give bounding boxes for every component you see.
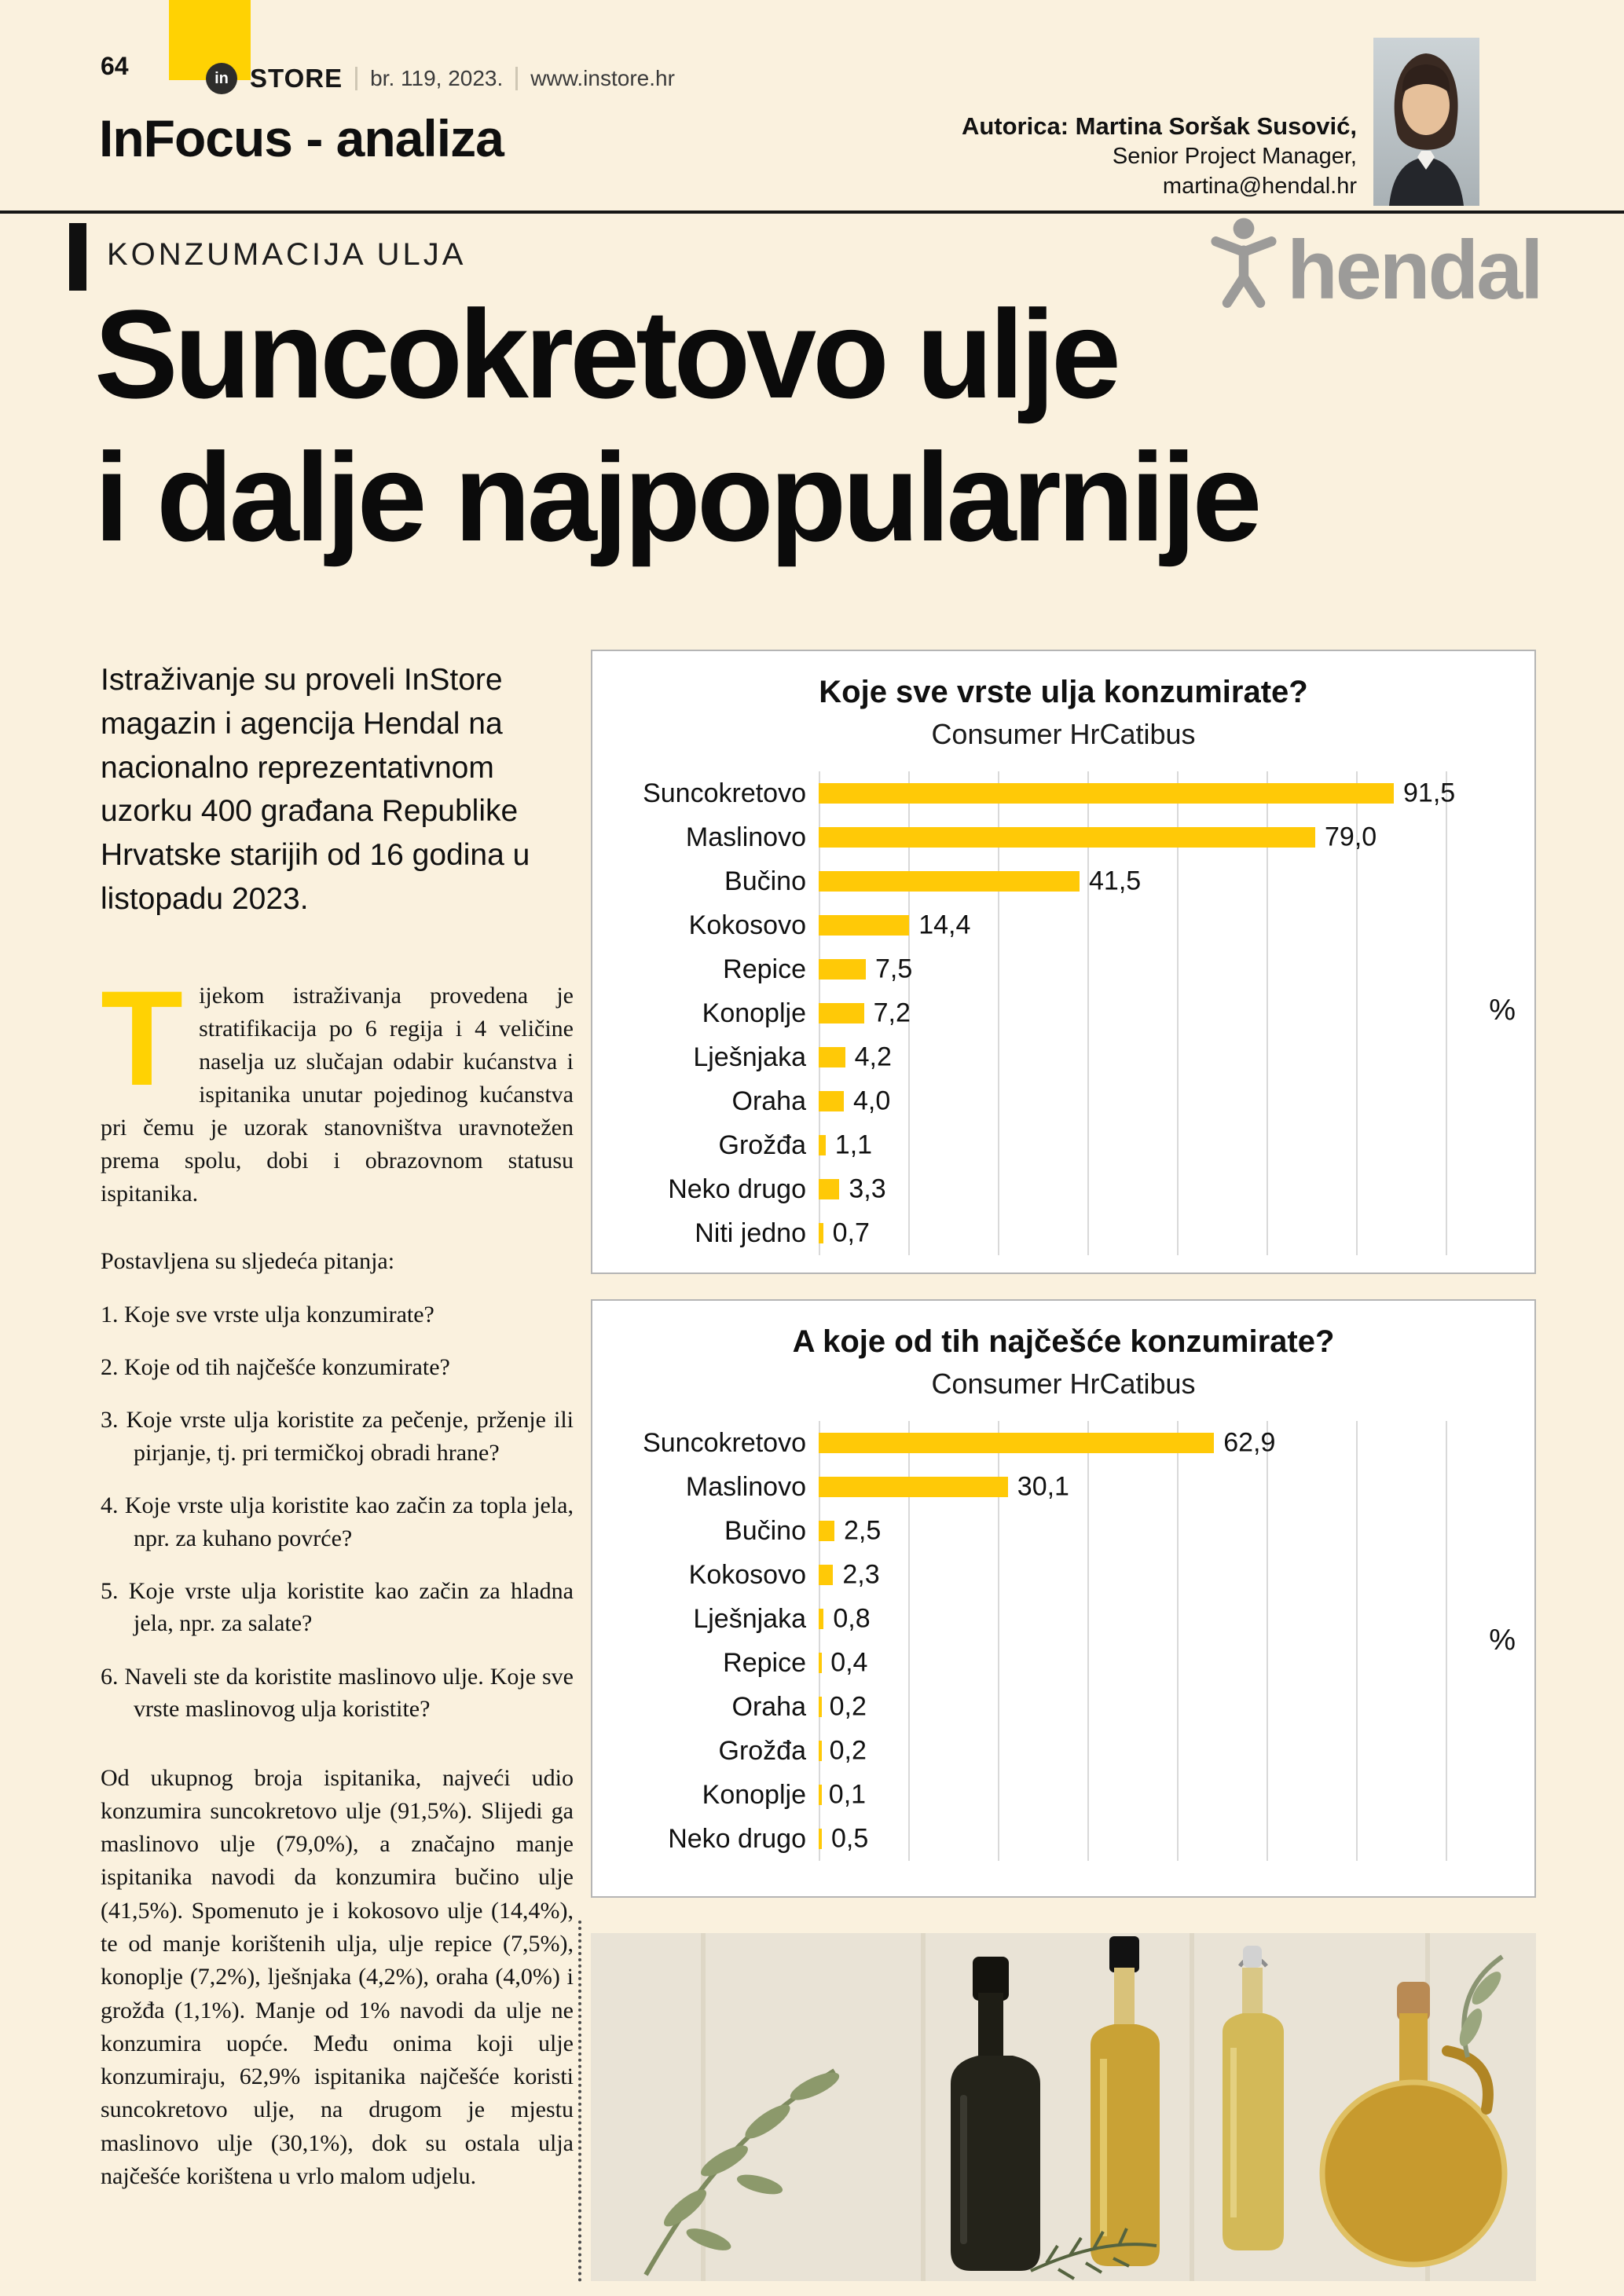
chart-value-label: 0,2	[829, 1735, 867, 1766]
article-intro: Istraživanje su proveli InStore magazin i agencija Hendal na nacionalno reprezentativnom uzorku 400 građana Republike Hrvatske starijih od 16 godina u listopadu 2023.	[101, 663, 530, 916]
chart-bar-track	[819, 1123, 1447, 1167]
chart-bar	[819, 1135, 826, 1155]
chart-value-label: 91,5	[1403, 778, 1456, 808]
chart-unit-label: %	[1489, 1623, 1516, 1657]
chart-category-label: Maslinovo	[685, 1471, 806, 1502]
chart-bar	[819, 1785, 822, 1805]
chart-category-label: Suncokretovo	[643, 1427, 806, 1458]
chart-bar-track	[819, 1465, 1447, 1509]
chart-row	[592, 1421, 1534, 1465]
chart-bar	[819, 1829, 822, 1849]
chart-bar-track	[819, 1817, 1447, 1861]
page-number: 64	[101, 52, 129, 80]
chart-bar	[819, 1653, 822, 1673]
chart-category-label: Suncokretovo	[643, 778, 806, 808]
chart-category-label: Oraha	[731, 1086, 806, 1116]
chart-subtitle: Consumer HrCatibus	[931, 1368, 1196, 1400]
question-item: 4. Koje vrste ulja koristite kao začin za topla jela, npr. za kuhano povrće?	[101, 1492, 574, 1551]
chart-category-label: Lješnjaka	[693, 1603, 806, 1634]
author-photo	[1373, 38, 1479, 206]
chart-value-label: 2,3	[842, 1559, 880, 1590]
headline-line-1: Suncokretovo ulje	[94, 284, 1117, 424]
chart-row	[592, 771, 1534, 815]
chart-category-label: Bučino	[724, 866, 806, 896]
chart-value-label: 0,1	[828, 1779, 867, 1810]
chart-row	[592, 1553, 1534, 1597]
chart-row	[592, 1685, 1534, 1729]
kicker-accent-bar	[69, 223, 86, 291]
author-email-link[interactable]: martina@hendal.hr	[1162, 174, 1357, 199]
chart-bar-track	[819, 1079, 1447, 1123]
chart-bar-track	[819, 771, 1456, 815]
questions-list	[101, 1298, 574, 1726]
chart-bar-track	[819, 1167, 1447, 1211]
chart-bar	[819, 1179, 839, 1199]
instore-logo-in: in	[214, 69, 229, 87]
chart-bar	[819, 1609, 823, 1629]
chart-bar	[819, 1565, 833, 1585]
oil-bottles-photo	[591, 1933, 1536, 2281]
chart-row	[592, 815, 1534, 859]
question-item: 1. Koje sve vrste ulja konzumirate?	[101, 1301, 434, 1327]
chart-bar-track	[819, 1685, 1447, 1729]
chart-value-label: 0,5	[831, 1823, 869, 1854]
question-item: 6. Naveli ste da koristite maslinovo ulje. Koje sve vrste maslinovog ulja koristite?	[101, 1663, 574, 1723]
chart-value-label: 30,1	[1017, 1471, 1069, 1502]
chart-bar	[819, 1433, 1214, 1453]
chart-value-label: 2,5	[844, 1515, 882, 1546]
chart-bar-track	[819, 859, 1447, 903]
chart-value-label: 7,5	[875, 954, 913, 984]
chart-bar-track	[819, 1509, 1447, 1553]
chart-bar	[819, 827, 1315, 848]
chart-bar	[819, 1003, 864, 1023]
chart-category-label: Konoplje	[702, 1779, 806, 1810]
chart-bar	[819, 1223, 823, 1243]
chart-value-label: 7,2	[873, 998, 911, 1028]
chart-rows	[592, 1421, 1534, 1861]
chart-value-label: 79,0	[1325, 822, 1377, 852]
magazine-brand-row	[206, 63, 675, 94]
chart-bar	[819, 915, 909, 936]
chart-row	[592, 1641, 1534, 1685]
chart-row	[592, 1817, 1534, 1861]
header-divider	[355, 67, 357, 90]
chart-value-label: 0,8	[833, 1603, 871, 1634]
chart-row	[592, 991, 1534, 1035]
header-rule	[0, 211, 1624, 214]
chart-category-label: Neko drugo	[668, 1174, 806, 1204]
kicker: KONZUMACIJA ULJA	[107, 237, 467, 272]
chart-bar-track	[819, 947, 1447, 991]
chart-value-label: 3,3	[849, 1174, 886, 1204]
chart-bar-track	[819, 1597, 1447, 1641]
author-name: Autorica: Martina Soršak Susović,	[961, 112, 1357, 140]
author-role: Senior Project Manager,	[1112, 144, 1357, 169]
chart-value-label: 0,2	[829, 1691, 867, 1722]
chart-category-label: Lješnjaka	[693, 1042, 806, 1072]
chart-category-label: Maslinovo	[685, 822, 806, 852]
chart-bar	[819, 1091, 844, 1111]
chart-bar-track	[819, 1035, 1447, 1079]
chart-bar	[819, 959, 866, 980]
chart-bar-track	[819, 815, 1447, 859]
hendal-logo-text: hendal	[1287, 224, 1542, 317]
chart-row	[592, 1729, 1534, 1773]
chart-bar	[819, 1047, 845, 1067]
chart-category-label: Oraha	[731, 1691, 806, 1722]
chart-category-label: Grožđa	[718, 1735, 806, 1766]
chart-bar	[819, 871, 1080, 892]
chart-subtitle: Consumer HrCatibus	[931, 718, 1196, 750]
chart-category-label: Niti jedno	[695, 1218, 806, 1248]
chart-bar	[819, 1477, 1008, 1497]
chart-bar	[819, 1741, 822, 1761]
chart-row	[592, 947, 1534, 991]
chart-value-label: 0,4	[830, 1647, 868, 1678]
author-block	[962, 112, 1357, 201]
chart-bar-track	[819, 1421, 1447, 1465]
question-item: 5. Koje vrste ulja koristite kao začin za hladna jela, npr. za salate?	[101, 1577, 574, 1637]
chart-row	[592, 1465, 1534, 1509]
chart-category-label: Konoplje	[702, 998, 806, 1028]
drop-cap: T	[101, 962, 184, 1114]
chart-most-often-consumed	[591, 1299, 1536, 1898]
chart-value-label: 4,0	[853, 1086, 891, 1116]
chart-bar-track	[819, 1773, 1447, 1817]
section-title: InFocus - analiza	[99, 109, 504, 167]
article-paragraph-methodology	[101, 962, 574, 1210]
chart-row	[592, 903, 1534, 947]
article-body-column	[101, 658, 574, 2193]
chart-value-label: 41,5	[1089, 866, 1142, 896]
chart-value-label: 0,7	[832, 1218, 870, 1248]
chart-bar	[819, 1697, 822, 1717]
chart-category-label: Repice	[723, 1647, 806, 1678]
questions-lead: Postavljena su sljedeća pitanja:	[101, 1247, 395, 1274]
chart-row	[592, 1167, 1534, 1211]
chart-category-label: Bučino	[724, 1515, 806, 1546]
chart-value-label: 4,2	[854, 1042, 892, 1072]
paragraph-text: ijekom istraživanja provedena je stratifikacija po 6 regija i 4 veličine naselja uz slučajan odabir kućanstva i ispitanika unutar pojedinog kućanstva pri čemu je uzorak stanovništva uravnotežen prema spolu, dobi i obrazovnom statusu ispitanika.	[101, 982, 574, 1207]
chart-unit-label: %	[1489, 994, 1516, 1027]
chart-value-label: 62,9	[1223, 1427, 1276, 1458]
chart-bar-track	[819, 1641, 1447, 1685]
instore-logo-icon	[206, 63, 237, 94]
chart-category-label: Kokosovo	[688, 910, 806, 940]
chart-category-label: Grožđa	[718, 1130, 806, 1160]
chart-category-label: Repice	[723, 954, 806, 984]
chart-bar	[819, 783, 1394, 804]
chart-title: Koje sve vrste ulja konzumirate?	[819, 675, 1308, 709]
dotted-divider	[578, 1921, 581, 2282]
chart-bar	[819, 1521, 834, 1541]
chart-row	[592, 1211, 1534, 1255]
chart-value-label: 1,1	[834, 1130, 873, 1160]
chart-bar-track	[819, 1553, 1447, 1597]
website-link[interactable]: www.instore.hr	[530, 66, 675, 90]
chart-row	[592, 1035, 1534, 1079]
issue-number: br. 119, 2023.	[370, 66, 504, 90]
article-paragraph-results: Od ukupnog broja ispitanika, najveći udio konzumira suncokretovo ulje (91,5%). Slijedi ga maslinovo ulje (79,0%), a značajno manje ispitanika navodi da konzumira bučino ulje (41,5%). Spomenuto je i kokosovo ulje (14,4%), te od manje korištenih ulja, ulje repice (7,5%), konoplje (7,2%), lješnjaka (4,2%), oraha (4,0%) i grožđa (1,1%). Manje od 1% navodi da ulje ne konzumira uopće. Među onima koji ulje konzumiraju, 62,9% ispitanika najčešće koristi suncokretovo ulje, na drugom je mjestu maslinovo ulje (30,1%), dok su ostala ulja najčešće korištena u vrlo malom udjelu.	[101, 1764, 574, 2190]
chart-bar-track	[819, 1729, 1447, 1773]
chart-category-label: Neko drugo	[668, 1823, 806, 1854]
chart-row	[592, 859, 1534, 903]
article-headline	[94, 283, 1258, 569]
header-divider	[515, 67, 518, 90]
chart-rows	[592, 771, 1534, 1255]
chart-category-label: Kokosovo	[688, 1559, 806, 1590]
chart-row	[592, 1123, 1534, 1167]
headline-line-2: i dalje najpopularnije	[94, 427, 1259, 568]
chart-bar-track	[819, 1211, 1447, 1255]
chart-row	[592, 1773, 1534, 1817]
chart-row	[592, 1509, 1534, 1553]
chart-title: A koje od tih najčešće konzumirate?	[792, 1324, 1335, 1359]
question-item: 3. Koje vrste ulja koristite za pečenje, prženje ili pirjanje, tj. pri termičkoj obradi hrane?	[101, 1407, 574, 1466]
chart-bar-track	[819, 903, 1447, 947]
chart-value-label: 14,4	[918, 910, 971, 940]
hendal-logo	[1210, 217, 1542, 317]
question-item: 2. Koje od tih najčešće konzumirate?	[101, 1353, 450, 1380]
chart-types-consumed	[591, 650, 1536, 1274]
chart-bar-track	[819, 991, 1447, 1035]
instore-logo-text: STORE	[250, 64, 343, 93]
chart-row	[592, 1597, 1534, 1641]
chart-row	[592, 1079, 1534, 1123]
